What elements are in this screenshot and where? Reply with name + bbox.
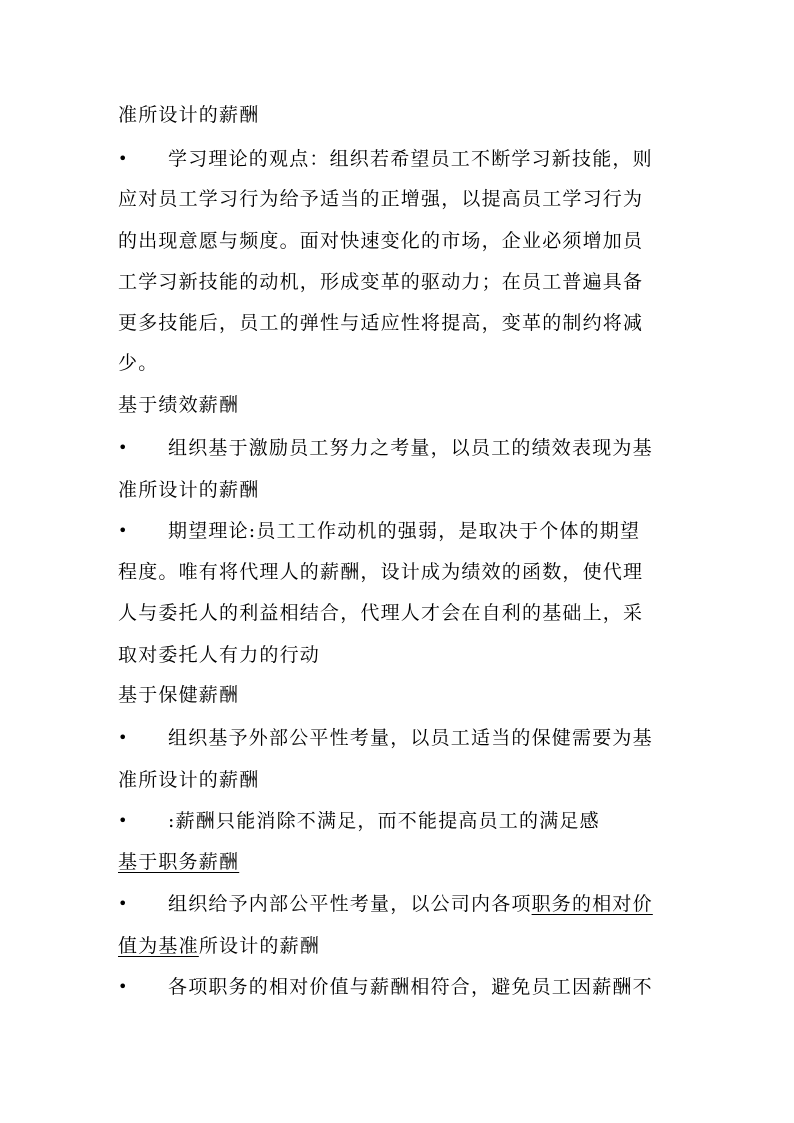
text-line: 准所设计的薪酬 <box>118 769 260 791</box>
underlined-heading: 基于职务薪酬 <box>118 851 240 873</box>
text-line: 取对委托人有力的行动 <box>118 644 321 666</box>
text-line: 准所设计的薪酬 <box>118 104 260 126</box>
text-line: 应对员工学习行为给予适当的正增强，以提高员工学习行为 <box>118 188 644 210</box>
bullet-text: 组织基予外部公平性考量，以员工适当的保健需要为基 <box>168 727 653 749</box>
section-heading <box>118 847 239 877</box>
text-line: 更多技能后，员工的弹性与适应性将提高，变革的制约将减 <box>118 312 644 334</box>
section-heading: 基于保健薪酬 <box>118 684 240 706</box>
text-line: 程度。唯有将代理人的薪酬，设计成为绩效的函数，使代理 <box>118 561 644 583</box>
text-part: 所设计的薪酬 <box>198 935 321 957</box>
text-line: 人与委托人的利益相结合，代理人才会在自利的基础上，采 <box>118 602 644 624</box>
text-line: 的出现意愿与频度。面对快速变化的市场，企业必须增加员 <box>118 230 644 252</box>
bullet-marker: • <box>118 811 128 830</box>
bullet-text: 期望理论:员工工作动机的强弱，是取决于个体的期望 <box>168 520 641 542</box>
text-line <box>118 931 678 961</box>
bullet-text-part: 组织给予内部公平性考量，以公司内各项 <box>168 893 532 915</box>
bullet-marker: • <box>118 521 128 540</box>
section-heading: 基于绩效薪酬 <box>118 394 240 416</box>
bullet-text: 学习理论的观点：组织若希望员工不断学习新技能，则 <box>168 148 653 170</box>
bullet-text <box>168 889 678 919</box>
underlined-text: 职务的相对价 <box>531 893 653 915</box>
bullet-text: 组织基于激励员工努力之考量，以员工的绩效表现为基 <box>168 437 653 459</box>
text-line: 准所设计的薪酬 <box>118 479 260 501</box>
bullet-marker: • <box>118 438 128 457</box>
bullet-marker: • <box>118 149 128 168</box>
text-line: 工学习新技能的动机，形成变革的驱动力；在员工普遍具备 <box>118 271 644 293</box>
text-line: 少。 <box>118 352 159 374</box>
bullet-marker: • <box>118 977 128 996</box>
bullet-marker: • <box>118 894 128 913</box>
bullet-marker: • <box>118 728 128 747</box>
bullet-text: 各项职务的相对价值与薪酬相符合，避免员工因薪酬不 <box>168 976 653 998</box>
bullet-text: :薪酬只能消除不满足，而不能提高员工的满足感 <box>168 810 600 832</box>
underlined-text: 值为基准 <box>118 935 199 957</box>
